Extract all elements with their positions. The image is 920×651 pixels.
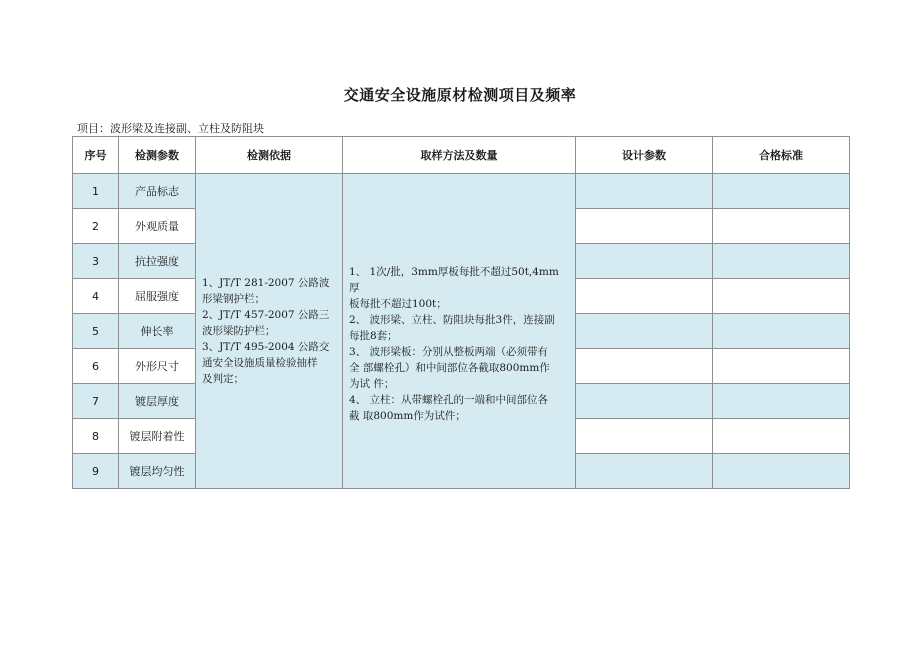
design-cell	[576, 279, 713, 314]
header-design: 设计参数	[576, 137, 713, 174]
design-cell	[576, 349, 713, 384]
design-cell	[576, 384, 713, 419]
header-no: 序号	[73, 137, 119, 174]
standard-cell	[713, 244, 850, 279]
basis-line: 通安全设施质量检验抽样	[202, 357, 318, 369]
row-param: 产品标志	[119, 174, 196, 209]
method-cell	[343, 174, 576, 489]
row-no: 4	[73, 279, 119, 314]
table-header-row	[73, 137, 850, 174]
method-line: 为试 件；	[349, 378, 395, 390]
method-line: 全 部螺栓孔）和中间部位各截取800mm作	[349, 362, 550, 374]
standard-cell	[713, 454, 850, 489]
row-no: 3	[73, 244, 119, 279]
header-basis: 检测依据	[196, 137, 343, 174]
method-line: 3、 波形梁板：分别从整板两端（必须带有	[349, 346, 549, 358]
basis-cell	[196, 174, 343, 489]
standard-cell	[713, 209, 850, 244]
row-param: 镀层厚度	[119, 384, 196, 419]
standard-cell	[713, 279, 850, 314]
basis-line: 1、JT/T 281-2007 公路波	[202, 277, 330, 289]
method-line: 4、 立柱：从带螺栓孔的一端和中间部位各	[349, 394, 549, 406]
row-param: 伸长率	[119, 314, 196, 349]
design-cell	[576, 244, 713, 279]
row-param: 镀层附着性	[119, 419, 196, 454]
method-line: 每批8套；	[349, 330, 398, 342]
design-cell	[576, 454, 713, 489]
header-param: 检测参数	[119, 137, 196, 174]
project-label: 项目：波形梁及连接副、立柱及防阻块	[77, 122, 264, 135]
method-line: 2、 波形梁、立柱、防阻块每批3件，连接副	[349, 314, 555, 326]
row-no: 5	[73, 314, 119, 349]
basis-line: 2、JT/T 457-2007 公路三	[202, 309, 330, 321]
standard-cell	[713, 314, 850, 349]
row-param: 外观质量	[119, 209, 196, 244]
row-param: 抗拉强度	[119, 244, 196, 279]
row-no: 9	[73, 454, 119, 489]
row-param: 镀层均匀性	[119, 454, 196, 489]
method-line: 1、 1次/批，3mm厚板每批不超过50t,4mm 厚	[349, 266, 559, 294]
row-no: 8	[73, 419, 119, 454]
basis-line: 及判定；	[202, 373, 244, 385]
row-param: 外形尺寸	[119, 349, 196, 384]
inspection-table	[72, 136, 850, 489]
standard-cell	[713, 384, 850, 419]
basis-line: 波形梁防护栏；	[202, 325, 276, 337]
row-no: 6	[73, 349, 119, 384]
basis-line: 形梁钢护栏；	[202, 293, 265, 305]
design-cell	[576, 174, 713, 209]
design-cell	[576, 209, 713, 244]
row-no: 1	[73, 174, 119, 209]
method-line: 板每批不超过100t；	[349, 298, 447, 310]
basis-line: 3、JT/T 495-2004 公路交	[202, 341, 330, 353]
design-cell	[576, 419, 713, 454]
row-param: 屈服强度	[119, 279, 196, 314]
table-row	[73, 174, 850, 209]
standard-cell	[713, 174, 850, 209]
standard-cell	[713, 349, 850, 384]
header-method: 取样方法及数量	[343, 137, 576, 174]
method-line: 截 取800mm作为试件；	[349, 410, 466, 422]
row-no: 2	[73, 209, 119, 244]
standard-cell	[713, 419, 850, 454]
design-cell	[576, 314, 713, 349]
row-no: 7	[73, 384, 119, 419]
page-title: 交通安全设施原材检测项目及频率	[343, 86, 577, 104]
header-standard: 合格标准	[713, 137, 850, 174]
